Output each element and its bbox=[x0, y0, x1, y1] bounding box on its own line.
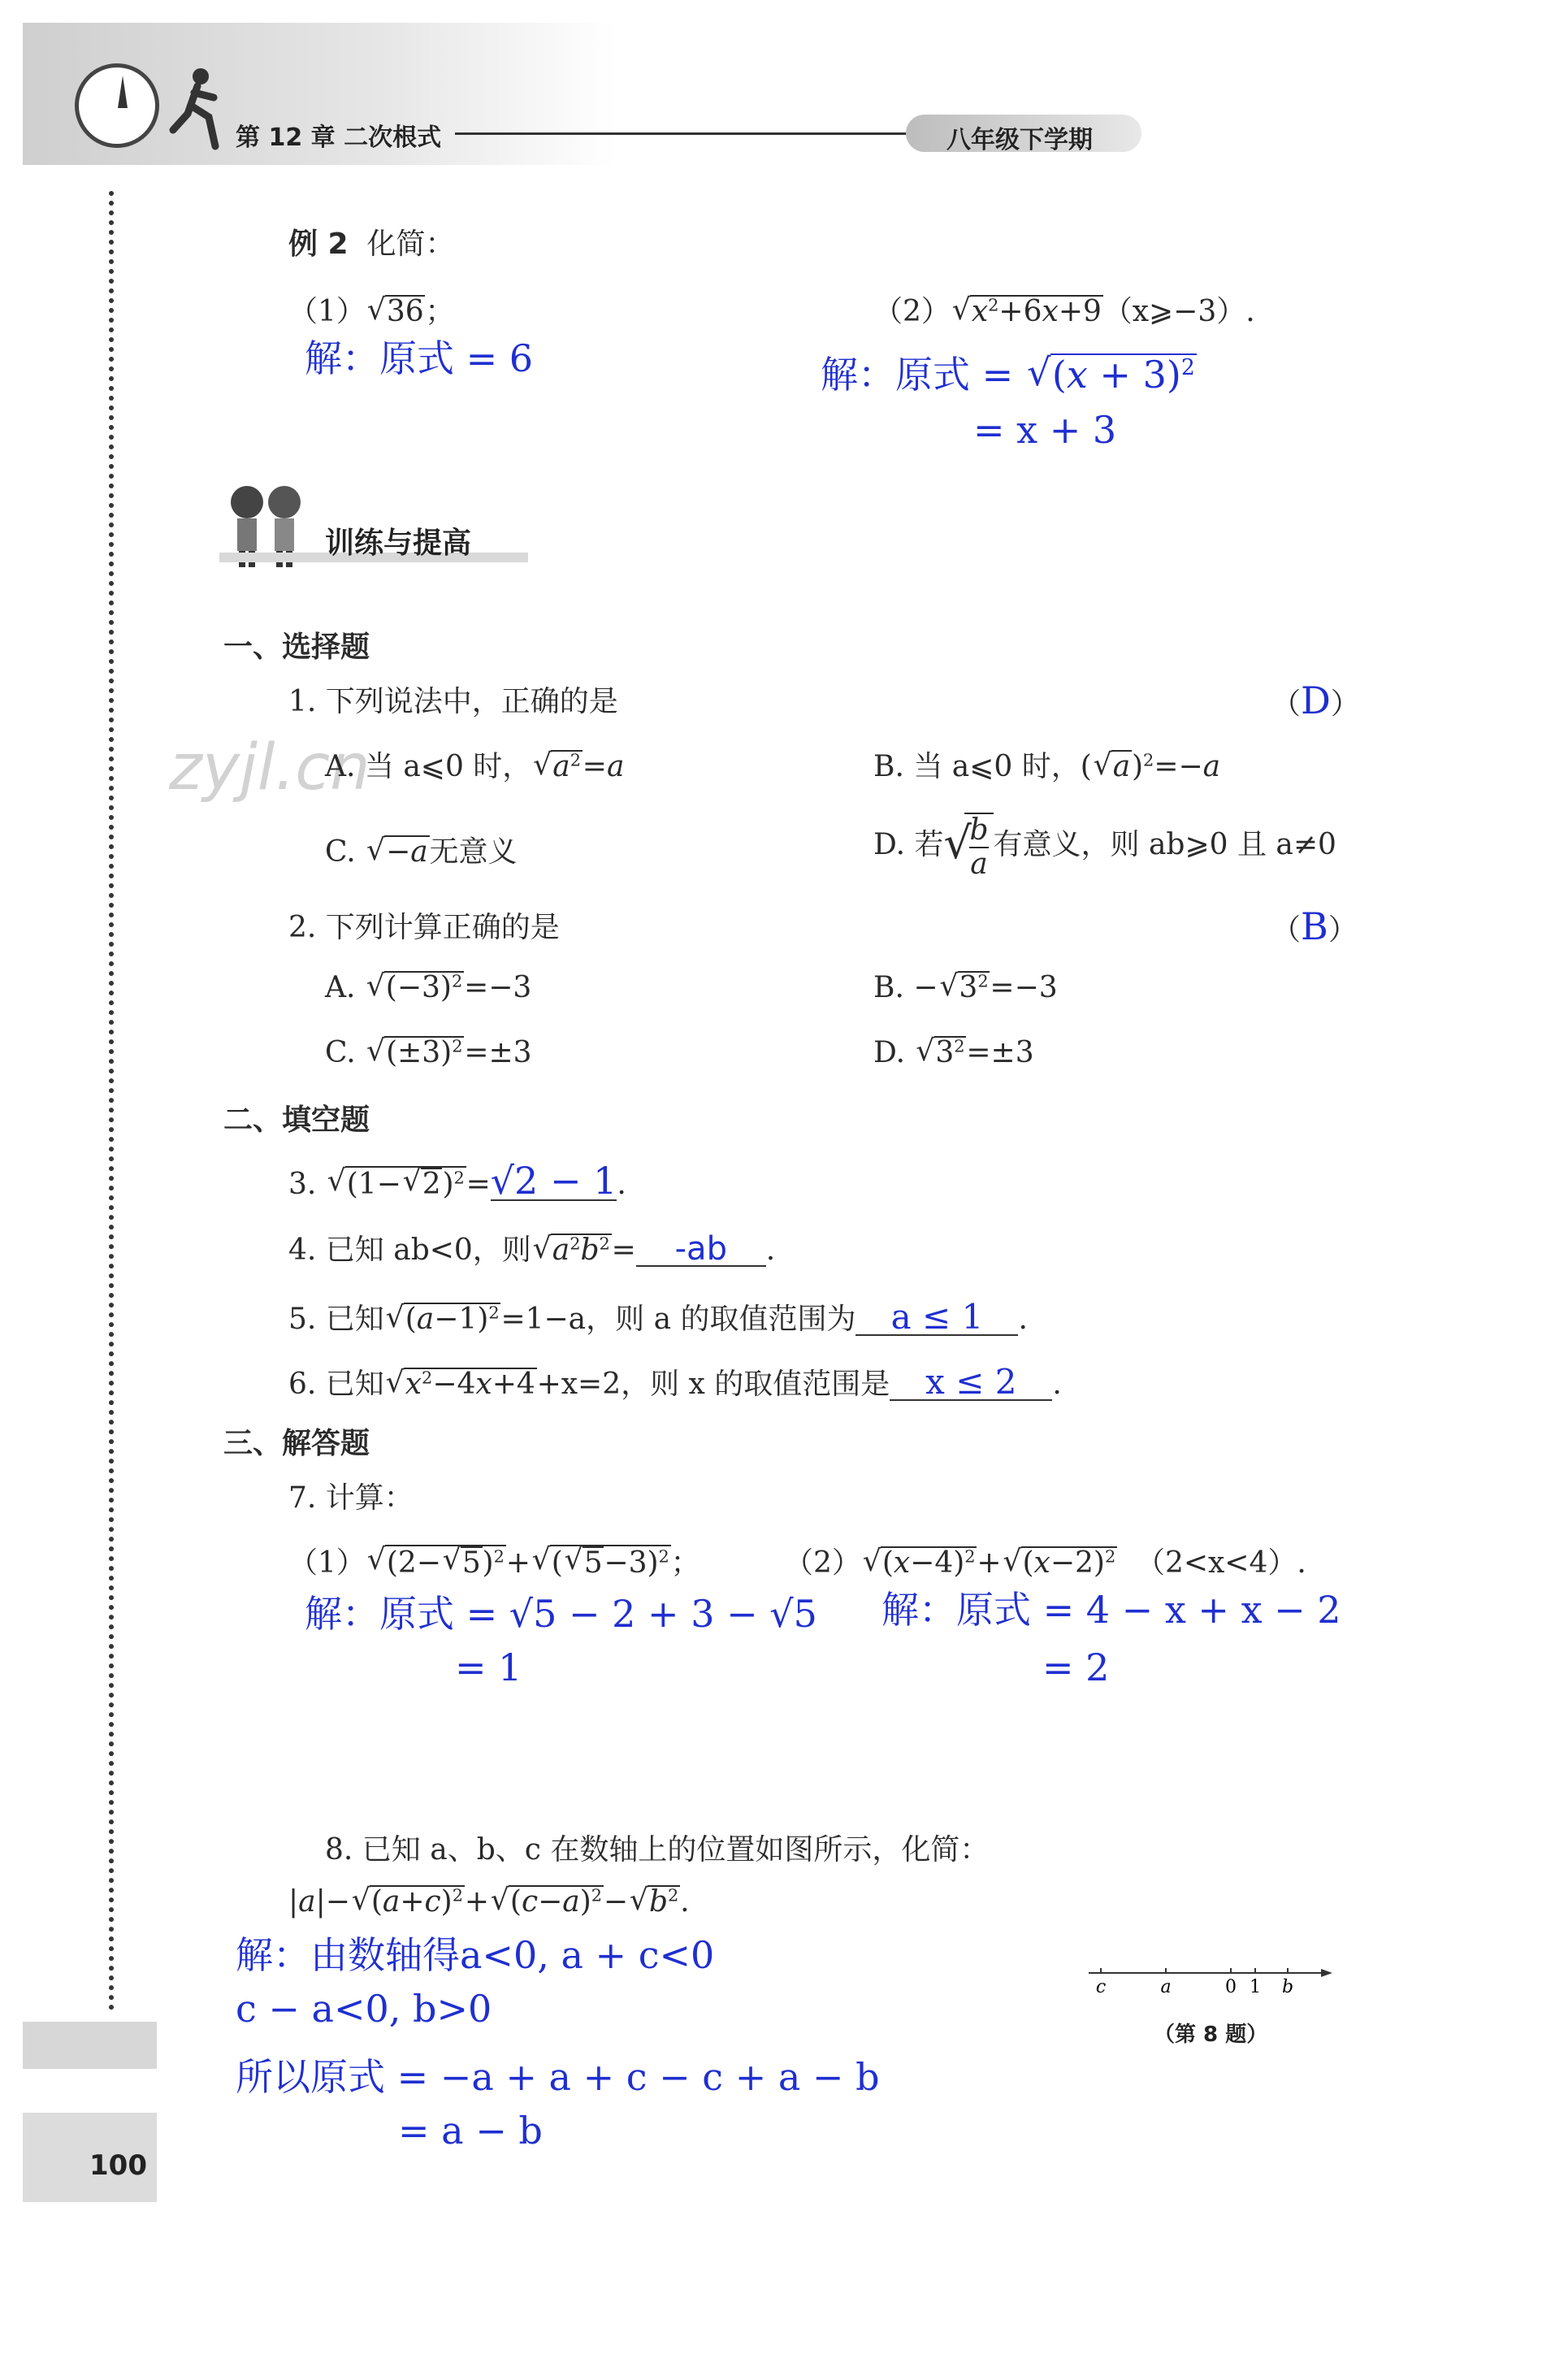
part2-title: 二、填空题 bbox=[223, 1103, 370, 1137]
compass-icon bbox=[75, 63, 159, 148]
chapter-title: 第 12 章 二次根式 bbox=[236, 124, 442, 152]
q5: 5. 已知√ $(a-1)^2=1-a$，则 a 的取值范围为 a ≤ 1 . bbox=[288, 1296, 1028, 1338]
figure-caption: （第 8 题） bbox=[1154, 2023, 1268, 2047]
q4: 4. 已知 ab<0，则√ $a^2b^2= -ab$ . bbox=[288, 1227, 775, 1268]
q7-1-answer-line2: = 1 bbox=[455, 1645, 522, 1689]
numline-label-c: c bbox=[1095, 1977, 1107, 1997]
watermark: zyjl.cn bbox=[169, 731, 370, 804]
q2-stem: 2. 下列计算正确的是 bbox=[288, 911, 560, 944]
part1-title: 一、选择题 bbox=[223, 631, 370, 664]
q2-option-a: A. √ $(-3)^2=-3$ bbox=[325, 971, 531, 1004]
example-2-q2-answer-line1: 解：原式 = √ $(x + 3)^2$ bbox=[821, 345, 1197, 399]
number-line-figure bbox=[1089, 1965, 1332, 1997]
numline-label-b: b bbox=[1281, 1977, 1294, 1997]
q7-2-answer-line1: 解：原式 = 4 − x + x − 2 bbox=[881, 1588, 1341, 1632]
q1-option-b: B. 当 a⩽0 时，(√ a)$^2$=−a bbox=[873, 744, 1220, 785]
numline-label-1: 1 bbox=[1250, 1977, 1261, 1997]
example-2-q1: （1）√ 36； bbox=[288, 288, 454, 330]
q8-answer-line1: 解：由数轴得a<0, a + c<0 bbox=[236, 1933, 715, 1977]
q1-option-c: C. √ −a无意义 bbox=[325, 829, 518, 870]
q8-expression: |a|−√ $(a+c)^2+√$ $(c-a)^2-√$ $b^2$. bbox=[288, 1885, 690, 1919]
q6: 6. 已知√ $x^2-4x+4+x=2$，则 x 的取值范围是 x ≤ 2 . bbox=[288, 1361, 1062, 1403]
binding-dotted-line bbox=[109, 191, 114, 2011]
q7-2-answer-line2: = 2 bbox=[1042, 1645, 1110, 1689]
q1-option-a: A. 当 a⩽0 时，√ $a^2=a$ bbox=[325, 744, 624, 785]
q3: 3. √ (1−√ 2)$^2$=√2 − 1. bbox=[288, 1162, 626, 1201]
page-number: 100 bbox=[89, 2149, 147, 2182]
q7-1-answer-line1: 解：原式 = √5 − 2 + 3 − √5 bbox=[305, 1592, 817, 1636]
q3-answer: √2 − 1 bbox=[490, 1159, 617, 1203]
q7-stem: 7. 计算： bbox=[288, 1481, 414, 1515]
q8-stem: 8. 已知 a、b、c 在数轴上的位置如图所示，化简： bbox=[325, 1833, 990, 1867]
semester-label: 八年级下学期 bbox=[946, 126, 1093, 154]
q5-answer: a ≤ 1 bbox=[890, 1297, 984, 1337]
numline-label-a: a bbox=[1160, 1977, 1172, 1997]
q7-2: （2）√ $(x-4)^2+√$ $(x-2)^2$ （2<x<4）. bbox=[784, 1540, 1306, 1581]
q1-stem: 1. 下列说法中，正确的是 bbox=[288, 685, 618, 718]
q7-1: （1）√ (2−√ 5)$^2$+√ (√ 5−3)$^2$； bbox=[288, 1540, 700, 1581]
q1-option-d: D. 若 √ $\frac{b}{a}$ 有意义，则 ab⩾0 且 a≠0 bbox=[873, 813, 1336, 881]
q2-answer-bracket: （B） bbox=[1271, 904, 1358, 948]
q2-option-b: B. −√ $3^2=-3$ bbox=[873, 971, 1058, 1004]
runner-icon bbox=[167, 65, 223, 154]
example-2-q1-answer: 解：原式 = 6 bbox=[305, 336, 534, 380]
part3-title: 三、解答题 bbox=[223, 1427, 370, 1460]
example-2-q2: （2）√ $x^2+6x+9(x⩾-3)$. bbox=[873, 288, 1255, 330]
q1-answer-bracket: （D） bbox=[1271, 679, 1360, 722]
q1-answer: D bbox=[1301, 679, 1331, 722]
example-2-heading: 例 2 化简： bbox=[288, 228, 455, 261]
q8-answer-line4: = a − b bbox=[398, 2109, 543, 2153]
q2-answer: B bbox=[1301, 904, 1328, 948]
q2-option-d: D. √ $3^2=\pm 3$ bbox=[873, 1036, 1034, 1069]
footer-gray-block bbox=[23, 2022, 157, 2069]
header-rule bbox=[455, 132, 910, 135]
q6-answer: x ≤ 2 bbox=[925, 1362, 1017, 1402]
example-2-q2-answer-line2: = x + 3 bbox=[973, 408, 1117, 452]
q8-answer-line2: c − a<0, b>0 bbox=[236, 1987, 492, 2031]
q2-option-c: C. √ $(\pm 3)^2=\pm 3$ bbox=[325, 1036, 532, 1069]
q4-answer: -ab bbox=[674, 1230, 727, 1268]
section-title: 训练与提高 bbox=[325, 527, 472, 560]
q8-answer-line3: 所以原式 = −a + a + c − c + a − b bbox=[236, 2055, 880, 2099]
numline-label-0: 0 bbox=[1225, 1977, 1237, 1997]
